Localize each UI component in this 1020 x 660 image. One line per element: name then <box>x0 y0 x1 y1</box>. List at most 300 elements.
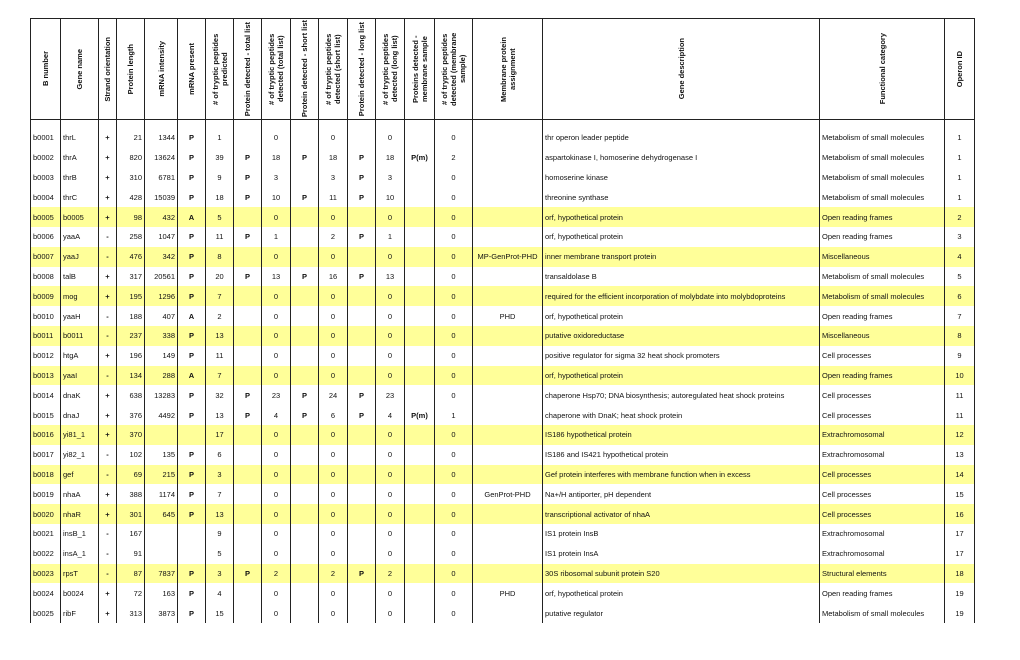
table-cell[interactable] <box>234 484 262 504</box>
table-cell[interactable] <box>178 524 206 544</box>
table-cell[interactable]: 388 <box>117 484 145 504</box>
table-cell[interactable]: 0 <box>376 504 405 524</box>
table-cell[interactable] <box>291 306 319 326</box>
table-cell[interactable]: 0 <box>435 603 473 623</box>
table-cell[interactable]: 9 <box>206 168 234 188</box>
table-cell[interactable] <box>234 583 262 603</box>
table-cell[interactable]: 0 <box>262 583 291 603</box>
table-cell[interactable]: P <box>178 346 206 366</box>
table-cell[interactable]: - <box>99 366 117 386</box>
table-cell[interactable]: + <box>99 425 117 445</box>
table-row[interactable] <box>31 583 975 603</box>
table-cell[interactable]: orf, hypothetical protein <box>543 227 820 247</box>
table-cell[interactable]: 18 <box>376 148 405 168</box>
table-cell[interactable]: b0011 <box>61 326 99 346</box>
column-header[interactable] <box>234 19 262 120</box>
table-cell[interactable] <box>348 326 376 346</box>
table-cell[interactable]: Cell processes <box>820 405 945 425</box>
table-cell[interactable]: 0 <box>319 128 348 148</box>
table-row[interactable] <box>31 247 975 267</box>
table-cell[interactable]: Gef protein interferes with membrane function when in excess <box>543 465 820 485</box>
table-cell[interactable] <box>473 405 543 425</box>
table-cell[interactable]: 1 <box>945 187 975 207</box>
table-cell[interactable]: 3 <box>206 564 234 584</box>
table-cell[interactable] <box>234 366 262 386</box>
column-header[interactable] <box>31 19 61 120</box>
table-cell[interactable]: 3 <box>206 465 234 485</box>
table-cell[interactable] <box>348 247 376 267</box>
table-cell[interactable]: b0022 <box>31 544 61 564</box>
table-cell[interactable]: Miscellaneous <box>820 326 945 346</box>
table-cell[interactable]: dnaK <box>61 385 99 405</box>
table-cell[interactable]: 0 <box>262 484 291 504</box>
table-cell[interactable] <box>473 326 543 346</box>
table-cell[interactable] <box>234 425 262 445</box>
table-cell[interactable]: Open reading frames <box>820 583 945 603</box>
table-cell[interactable]: b0018 <box>31 465 61 485</box>
table-cell[interactable]: 0 <box>435 286 473 306</box>
table-cell[interactable]: 167 <box>117 524 145 544</box>
table-row[interactable] <box>31 207 975 227</box>
table-cell[interactable]: P <box>291 385 319 405</box>
table-row[interactable] <box>31 465 975 485</box>
table-cell[interactable]: 0 <box>435 465 473 485</box>
table-cell[interactable]: 102 <box>117 445 145 465</box>
table-cell[interactable]: P <box>234 187 262 207</box>
table-cell[interactable] <box>291 326 319 346</box>
table-cell[interactable]: homoserine kinase <box>543 168 820 188</box>
table-cell[interactable]: P <box>348 405 376 425</box>
table-cell[interactable]: Extrachromosomal <box>820 425 945 445</box>
column-header[interactable] <box>61 19 99 120</box>
table-cell[interactable]: 1344 <box>145 128 178 148</box>
table-cell[interactable] <box>405 583 435 603</box>
table-cell[interactable] <box>145 544 178 564</box>
table-cell[interactable]: 15 <box>206 603 234 623</box>
table-cell[interactable] <box>473 524 543 544</box>
table-cell[interactable]: 0 <box>262 445 291 465</box>
table-cell[interactable]: 149 <box>145 346 178 366</box>
table-cell[interactable] <box>234 504 262 524</box>
table-cell[interactable] <box>348 445 376 465</box>
table-cell[interactable]: 0 <box>376 465 405 485</box>
table-cell[interactable]: 0 <box>376 544 405 564</box>
table-cell[interactable]: 3 <box>319 168 348 188</box>
table-cell[interactable]: 11 <box>206 227 234 247</box>
table-cell[interactable]: chaperone Hsp70; DNA biosynthesis; autoregulated heat shock proteins <box>543 385 820 405</box>
table-cell[interactable]: 13624 <box>145 148 178 168</box>
table-cell[interactable]: 407 <box>145 306 178 326</box>
table-cell[interactable]: P <box>178 227 206 247</box>
column-header[interactable] <box>117 19 145 120</box>
table-cell[interactable]: 0 <box>319 504 348 524</box>
table-cell[interactable] <box>348 425 376 445</box>
table-cell[interactable] <box>348 128 376 148</box>
table-cell[interactable]: Extrachromosomal <box>820 544 945 564</box>
table-cell[interactable]: b0025 <box>31 603 61 623</box>
table-cell[interactable] <box>348 544 376 564</box>
table-cell[interactable] <box>348 207 376 227</box>
table-cell[interactable]: 15039 <box>145 187 178 207</box>
table-cell[interactable]: Extrachromosomal <box>820 524 945 544</box>
table-cell[interactable]: P <box>178 267 206 287</box>
table-cell[interactable] <box>348 306 376 326</box>
table-cell[interactable]: 0 <box>376 326 405 346</box>
table-cell[interactable]: positive regulator for sigma 32 heat shock promoters <box>543 346 820 366</box>
table-cell[interactable]: 0 <box>262 346 291 366</box>
table-cell[interactable]: 3 <box>376 168 405 188</box>
table-cell[interactable]: A <box>178 207 206 227</box>
table-cell[interactable] <box>405 504 435 524</box>
table-cell[interactable]: 0 <box>376 207 405 227</box>
table-cell[interactable]: insA_1 <box>61 544 99 564</box>
table-cell[interactable]: 313 <box>117 603 145 623</box>
table-cell[interactable] <box>405 346 435 366</box>
table-cell[interactable]: 0 <box>435 326 473 346</box>
table-cell[interactable]: 288 <box>145 366 178 386</box>
table-cell[interactable] <box>405 326 435 346</box>
table-cell[interactable]: 0 <box>435 385 473 405</box>
table-cell[interactable]: gef <box>61 465 99 485</box>
table-cell[interactable]: - <box>99 227 117 247</box>
table-cell[interactable]: 13 <box>376 267 405 287</box>
table-cell[interactable] <box>234 346 262 366</box>
table-cell[interactable] <box>473 544 543 564</box>
table-cell[interactable]: 188 <box>117 306 145 326</box>
table-cell[interactable]: 342 <box>145 247 178 267</box>
table-cell[interactable]: 13 <box>262 267 291 287</box>
table-cell[interactable]: PHD <box>473 583 543 603</box>
table-cell[interactable]: required for the efficient incorporation of molybdate into molybdoproteins <box>543 286 820 306</box>
table-cell[interactable]: 0 <box>262 286 291 306</box>
table-cell[interactable]: 2 <box>435 148 473 168</box>
table-cell[interactable]: P <box>234 385 262 405</box>
table-cell[interactable]: 0 <box>319 247 348 267</box>
table-cell[interactable]: + <box>99 346 117 366</box>
table-cell[interactable]: putative oxidoreductase <box>543 326 820 346</box>
table-cell[interactable]: 6781 <box>145 168 178 188</box>
table-cell[interactable]: 0 <box>435 484 473 504</box>
table-cell[interactable]: P <box>348 168 376 188</box>
table-cell[interactable]: threonine synthase <box>543 187 820 207</box>
table-cell[interactable]: orf, hypothetical protein <box>543 583 820 603</box>
table-cell[interactable]: b0010 <box>31 306 61 326</box>
table-cell[interactable] <box>291 168 319 188</box>
table-cell[interactable]: P <box>178 564 206 584</box>
table-cell[interactable]: 0 <box>319 445 348 465</box>
table-cell[interactable]: 19 <box>945 603 975 623</box>
table-cell[interactable]: b0005 <box>31 207 61 227</box>
table-cell[interactable]: 645 <box>145 504 178 524</box>
table-cell[interactable]: 1 <box>206 128 234 148</box>
table-cell[interactable]: Miscellaneous <box>820 247 945 267</box>
table-cell[interactable]: 11 <box>206 346 234 366</box>
table-cell[interactable]: 4 <box>945 247 975 267</box>
table-cell[interactable]: 98 <box>117 207 145 227</box>
table-cell[interactable]: Na+/H antiporter, pH dependent <box>543 484 820 504</box>
table-cell[interactable] <box>291 603 319 623</box>
table-cell[interactable]: + <box>99 405 117 425</box>
table-cell[interactable] <box>473 465 543 485</box>
table-cell[interactable]: P <box>178 405 206 425</box>
table-row[interactable] <box>31 366 975 386</box>
table-cell[interactable]: 4 <box>376 405 405 425</box>
table-row[interactable] <box>31 326 975 346</box>
table-cell[interactable]: 0 <box>376 603 405 623</box>
table-cell[interactable]: P <box>234 405 262 425</box>
column-header[interactable] <box>820 19 945 120</box>
table-cell[interactable]: b0023 <box>31 564 61 584</box>
table-cell[interactable]: P <box>291 405 319 425</box>
table-cell[interactable]: P <box>178 603 206 623</box>
table-cell[interactable]: thrL <box>61 128 99 148</box>
table-cell[interactable]: 4 <box>206 583 234 603</box>
table-cell[interactable]: 18 <box>262 148 291 168</box>
table-cell[interactable]: 13 <box>945 445 975 465</box>
table-cell[interactable]: yaaJ <box>61 247 99 267</box>
table-cell[interactable]: 0 <box>376 128 405 148</box>
table-cell[interactable]: 16 <box>945 504 975 524</box>
table-cell[interactable]: 1047 <box>145 227 178 247</box>
table-row[interactable] <box>31 603 975 623</box>
table-cell[interactable]: Cell processes <box>820 346 945 366</box>
table-cell[interactable] <box>473 187 543 207</box>
table-cell[interactable]: 0 <box>319 207 348 227</box>
table-cell[interactable]: + <box>99 207 117 227</box>
table-cell[interactable]: + <box>99 286 117 306</box>
table-cell[interactable]: PHD <box>473 306 543 326</box>
table-cell[interactable]: P <box>178 187 206 207</box>
table-cell[interactable]: 8 <box>945 326 975 346</box>
table-cell[interactable]: P <box>348 385 376 405</box>
table-cell[interactable] <box>145 524 178 544</box>
table-cell[interactable]: 15 <box>945 484 975 504</box>
column-header[interactable] <box>262 19 291 120</box>
table-cell[interactable]: 215 <box>145 465 178 485</box>
table-cell[interactable]: P <box>178 168 206 188</box>
table-cell[interactable]: 638 <box>117 385 145 405</box>
table-cell[interactable]: 5 <box>206 544 234 564</box>
table-cell[interactable] <box>405 484 435 504</box>
table-cell[interactable] <box>291 445 319 465</box>
table-cell[interactable]: P <box>234 267 262 287</box>
table-cell[interactable]: yaaA <box>61 227 99 247</box>
table-row[interactable] <box>31 227 975 247</box>
table-cell[interactable]: 21 <box>117 128 145 148</box>
table-cell[interactable]: 0 <box>319 286 348 306</box>
table-cell[interactable]: ribF <box>61 603 99 623</box>
table-cell[interactable] <box>405 286 435 306</box>
table-cell[interactable]: + <box>99 267 117 287</box>
table-cell[interactable]: 18 <box>206 187 234 207</box>
table-cell[interactable]: 2 <box>376 564 405 584</box>
table-cell[interactable]: 0 <box>376 524 405 544</box>
table-cell[interactable]: 163 <box>145 583 178 603</box>
table-cell[interactable]: P <box>178 583 206 603</box>
table-cell[interactable] <box>473 148 543 168</box>
column-header[interactable] <box>319 19 348 120</box>
table-cell[interactable]: 0 <box>435 544 473 564</box>
table-cell[interactable]: IS186 and IS421 hypothetical protein <box>543 445 820 465</box>
table-cell[interactable]: IS1 protein InsA <box>543 544 820 564</box>
table-cell[interactable] <box>348 603 376 623</box>
table-cell[interactable]: inner membrane transport protein <box>543 247 820 267</box>
table-cell[interactable]: Extrachromosomal <box>820 445 945 465</box>
table-cell[interactable] <box>405 267 435 287</box>
table-cell[interactable]: b0008 <box>31 267 61 287</box>
table-cell[interactable] <box>291 564 319 584</box>
table-cell[interactable] <box>291 366 319 386</box>
table-cell[interactable]: yi82_1 <box>61 445 99 465</box>
table-row[interactable] <box>31 306 975 326</box>
table-cell[interactable]: 0 <box>262 504 291 524</box>
table-row[interactable] <box>31 187 975 207</box>
table-cell[interactable] <box>473 346 543 366</box>
table-cell[interactable]: P <box>291 187 319 207</box>
table-cell[interactable]: orf, hypothetical protein <box>543 366 820 386</box>
table-cell[interactable]: P <box>178 385 206 405</box>
column-header[interactable] <box>543 19 820 120</box>
table-cell[interactable]: Metabolism of small molecules <box>820 267 945 287</box>
table-cell[interactable]: Cell processes <box>820 385 945 405</box>
table-cell[interactable] <box>348 583 376 603</box>
table-cell[interactable]: 0 <box>435 227 473 247</box>
table-cell[interactable] <box>234 465 262 485</box>
table-cell[interactable] <box>348 465 376 485</box>
table-cell[interactable]: b0019 <box>31 484 61 504</box>
table-cell[interactable]: aspartokinase I, homoserine dehydrogenase I <box>543 148 820 168</box>
table-cell[interactable] <box>473 504 543 524</box>
table-row[interactable] <box>31 445 975 465</box>
table-cell[interactable] <box>234 544 262 564</box>
table-cell[interactable]: P <box>348 564 376 584</box>
table-cell[interactable]: 32 <box>206 385 234 405</box>
table-cell[interactable]: 23 <box>376 385 405 405</box>
table-cell[interactable]: 7837 <box>145 564 178 584</box>
table-cell[interactable]: Metabolism of small molecules <box>820 128 945 148</box>
table-cell[interactable] <box>473 385 543 405</box>
table-cell[interactable]: b0024 <box>31 583 61 603</box>
table-cell[interactable]: b0001 <box>31 128 61 148</box>
table-row[interactable] <box>31 405 975 425</box>
table-cell[interactable]: - <box>99 326 117 346</box>
table-row[interactable] <box>31 564 975 584</box>
table-cell[interactable]: 9 <box>206 524 234 544</box>
table-cell[interactable]: P <box>178 504 206 524</box>
table-cell[interactable]: 0 <box>262 366 291 386</box>
table-cell[interactable]: 0 <box>319 484 348 504</box>
table-cell[interactable]: Open reading frames <box>820 207 945 227</box>
table-cell[interactable]: 0 <box>262 425 291 445</box>
table-cell[interactable]: 432 <box>145 207 178 227</box>
table-cell[interactable] <box>405 227 435 247</box>
table-cell[interactable]: 12 <box>945 425 975 445</box>
table-cell[interactable]: 0 <box>262 603 291 623</box>
table-cell[interactable]: 10 <box>262 187 291 207</box>
table-cell[interactable]: P <box>178 148 206 168</box>
table-cell[interactable]: A <box>178 366 206 386</box>
table-cell[interactable]: 0 <box>262 465 291 485</box>
table-cell[interactable]: Open reading frames <box>820 227 945 247</box>
table-cell[interactable]: 135 <box>145 445 178 465</box>
table-cell[interactable]: thrB <box>61 168 99 188</box>
table-cell[interactable]: 310 <box>117 168 145 188</box>
table-row[interactable] <box>31 148 975 168</box>
table-cell[interactable]: GenProt-PHD <box>473 484 543 504</box>
table-cell[interactable]: 0 <box>376 286 405 306</box>
table-cell[interactable]: 2 <box>945 207 975 227</box>
table-cell[interactable] <box>473 425 543 445</box>
table-cell[interactable]: + <box>99 484 117 504</box>
table-cell[interactable]: 0 <box>435 445 473 465</box>
table-cell[interactable] <box>405 603 435 623</box>
table-cell[interactable] <box>405 445 435 465</box>
table-cell[interactable]: + <box>99 148 117 168</box>
table-cell[interactable]: b0021 <box>31 524 61 544</box>
table-cell[interactable]: IS1 protein InsB <box>543 524 820 544</box>
table-cell[interactable]: 0 <box>262 544 291 564</box>
table-cell[interactable]: P <box>178 465 206 485</box>
table-cell[interactable]: Open reading frames <box>820 366 945 386</box>
table-cell[interactable]: 14 <box>945 465 975 485</box>
table-cell[interactable] <box>291 227 319 247</box>
table-cell[interactable] <box>234 286 262 306</box>
table-cell[interactable]: 2 <box>319 564 348 584</box>
table-cell[interactable]: - <box>99 306 117 326</box>
column-header[interactable] <box>291 19 319 120</box>
table-row[interactable] <box>31 168 975 188</box>
table-cell[interactable]: 2 <box>262 564 291 584</box>
table-cell[interactable]: 11 <box>945 405 975 425</box>
table-cell[interactable]: 1 <box>262 227 291 247</box>
table-cell[interactable]: + <box>99 168 117 188</box>
table-cell[interactable] <box>178 425 206 445</box>
table-cell[interactable] <box>291 128 319 148</box>
table-cell[interactable] <box>405 187 435 207</box>
table-cell[interactable]: 17 <box>945 544 975 564</box>
table-cell[interactable]: 23 <box>262 385 291 405</box>
table-cell[interactable]: 11 <box>319 187 348 207</box>
table-cell[interactable]: insB_1 <box>61 524 99 544</box>
table-cell[interactable]: 30S ribosomal subunit protein S20 <box>543 564 820 584</box>
table-cell[interactable]: + <box>99 504 117 524</box>
table-cell[interactable]: 13283 <box>145 385 178 405</box>
table-cell[interactable]: 3 <box>945 227 975 247</box>
table-cell[interactable]: MP-GenProt-PHD <box>473 247 543 267</box>
table-cell[interactable]: IS186 hypothetical protein <box>543 425 820 445</box>
table-cell[interactable] <box>473 128 543 148</box>
table-cell[interactable] <box>291 504 319 524</box>
table-cell[interactable]: 820 <box>117 148 145 168</box>
table-row[interactable] <box>31 504 975 524</box>
table-cell[interactable]: 0 <box>376 583 405 603</box>
table-cell[interactable]: b0009 <box>31 286 61 306</box>
table-cell[interactable]: 0 <box>319 346 348 366</box>
table-cell[interactable]: 476 <box>117 247 145 267</box>
table-cell[interactable]: 0 <box>376 247 405 267</box>
table-cell[interactable] <box>234 326 262 346</box>
table-cell[interactable] <box>291 583 319 603</box>
table-cell[interactable]: 0 <box>435 346 473 366</box>
table-cell[interactable] <box>473 603 543 623</box>
table-cell[interactable]: Metabolism of small molecules <box>820 148 945 168</box>
table-cell[interactable]: 13 <box>206 326 234 346</box>
table-cell[interactable]: 6 <box>319 405 348 425</box>
table-cell[interactable] <box>405 366 435 386</box>
table-cell[interactable]: b0016 <box>31 425 61 445</box>
table-cell[interactable]: transaldolase B <box>543 267 820 287</box>
table-row[interactable] <box>31 385 975 405</box>
